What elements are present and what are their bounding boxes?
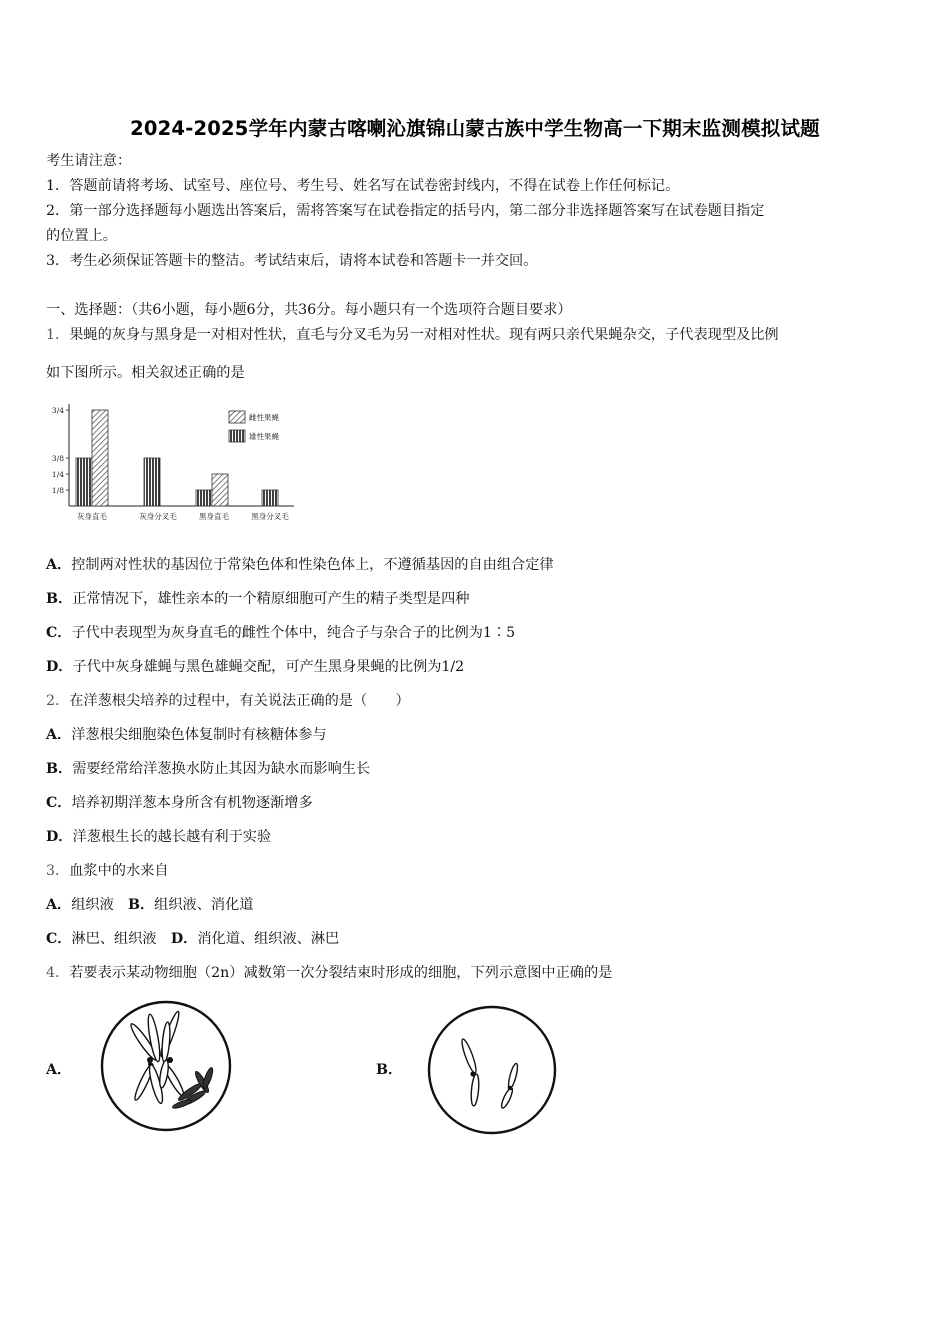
q3-stem: 3．血浆中的水来自 <box>46 863 169 879</box>
q1-option-b: B．正常情况下，雄性亲本的一个精原细胞可产生的精子类型是四种 <box>46 591 470 607</box>
q3-options-ab: A．组织液 B．组织液、消化道 <box>46 897 254 913</box>
q2-option-c: C．培养初期洋葱本身所含有机物逐渐增多 <box>46 795 313 811</box>
q3-options-cd: C．淋巴、组织液 D．消化道、组织液、淋巴 <box>46 931 340 947</box>
legend-label-female: 雌性果蝇 <box>249 413 279 422</box>
x-tick-label: 黑身分叉毛 <box>251 512 289 521</box>
legend-swatch-female <box>229 411 245 423</box>
q1-bar-chart <box>44 398 304 524</box>
q4-stem: 4．若要表示某动物细胞（2n）减数第一次分裂结束时形成的细胞，下列示意图中正确的是 <box>46 965 613 981</box>
q2-number: 2． <box>46 693 70 709</box>
q1-option-d: D．子代中灰身雄蝇与黑色雄蝇交配，可产生黑身果蝇的比例为1/2 <box>46 659 465 675</box>
notice-item: 3．考生必须保证答题卡的整洁。考试结束后，请将本试卷和答题卡一并交回。 <box>46 253 538 269</box>
q2-option-b: B．需要经常给洋葱换水防止其因为缺水而影响生长 <box>46 761 371 777</box>
x-tick-label: 灰身分叉毛 <box>139 512 177 521</box>
y-tick-label: 3/4 <box>51 406 64 415</box>
y-tick-label: 3/8 <box>51 454 64 463</box>
bar-male <box>196 490 212 506</box>
q3-number: 3． <box>46 863 70 879</box>
notice-heading: 考生请注意： <box>46 153 132 169</box>
q2-option-a: A．洋葱根尖细胞染色体复制时有核糖体参与 <box>46 727 327 743</box>
q1-stem-line2: 如下图所示。相关叙述正确的是 <box>46 365 245 381</box>
notice-item: 的位置上。 <box>46 228 117 244</box>
section-heading: 一、选择题：（共6小题，每小题6分，共36分。每小题只有一个选项符合题目要求） <box>46 302 572 318</box>
bar-male <box>76 458 92 506</box>
cell-diagram-a <box>92 1000 242 1135</box>
q4-label-b: B． <box>376 1062 403 1078</box>
notice-item: 2．第一部分选择题每小题选出答案后，需将答案写在试卷指定的括号内，第二部分非选择题答案写在试卷题目指定 <box>46 203 765 219</box>
bar-female <box>92 410 108 506</box>
y-tick-label: 1/8 <box>51 486 64 495</box>
bar-female <box>212 474 228 506</box>
legend-swatch-male <box>229 430 245 442</box>
bar-male <box>144 458 160 506</box>
notice-item: 1．答题前请将考场、试室号、座位号、考生号、姓名写在试卷密封线内，不得在试卷上作任何标记。 <box>46 178 680 194</box>
cell-diagram-b <box>425 1002 561 1137</box>
chromosomes <box>128 1010 186 1104</box>
chromosomes <box>460 1038 520 1109</box>
x-tick-label: 黑身直毛 <box>199 512 229 521</box>
q1-stem <box>46 325 779 345</box>
page-title: 2024-2025学年内蒙古喀喇沁旗锦山蒙古族中学生物高一下期末监测模拟试题 <box>130 117 820 140</box>
q1-number: 1． <box>46 327 70 343</box>
q1-stem-line1: 果蝇的灰身与黑身是一对相对性状，直毛与分叉毛为另一对相对性状。现有两只亲代果蝇杂交，子代表现型及比例 <box>69 327 779 343</box>
cell-membrane <box>429 1007 555 1133</box>
q1-option-c: C．子代中表现型为灰身直毛的雌性个体中，纯合子与杂合子的比例为1∶5 <box>46 625 516 641</box>
x-tick-label: 灰身直毛 <box>77 512 107 521</box>
q2-stem: 2．在洋葱根尖培养的过程中，有关说法正确的是（ ） <box>46 693 410 709</box>
q4-number: 4． <box>46 965 70 981</box>
chart-legend <box>229 411 279 442</box>
bar-male <box>262 490 278 506</box>
q1-option-a: A．控制两对性状的基因位于常染色体和性染色体上，不遵循基因的自由组合定律 <box>46 557 554 573</box>
y-tick-label: 1/4 <box>51 470 64 479</box>
q4-label-a: A． <box>46 1062 72 1078</box>
q2-option-d: D．洋葱根生长的越长越有利于实验 <box>46 829 272 845</box>
legend-label-male: 雄性果蝇 <box>249 432 279 441</box>
